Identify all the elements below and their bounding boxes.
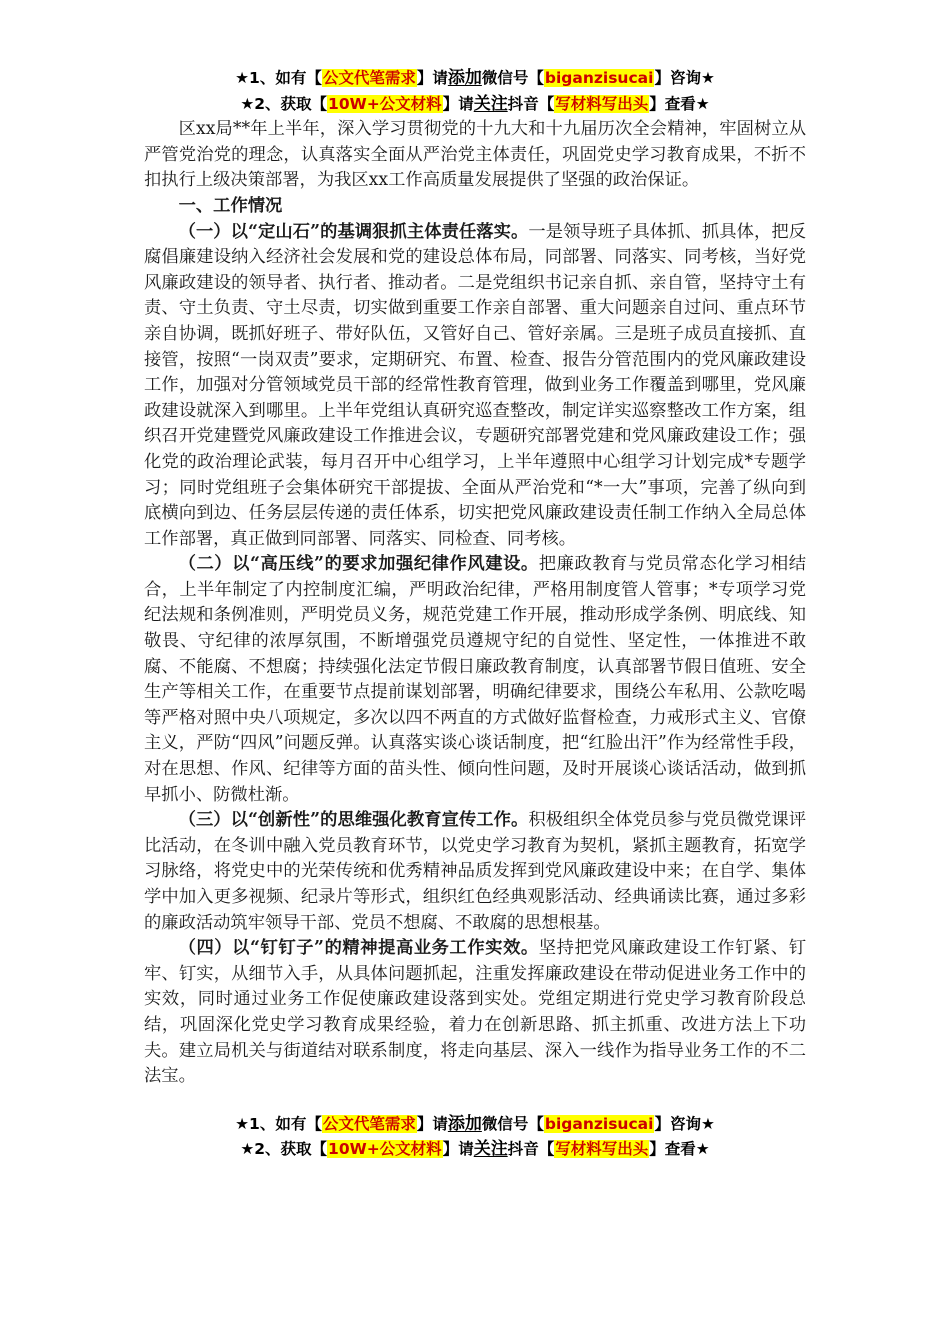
promo-banner-1 bbox=[144, 66, 806, 92]
banner-text: 抖音【 bbox=[507, 94, 555, 113]
banner-text: 】请 bbox=[416, 69, 448, 87]
banner-highlight-douyin: 写材料写出头 bbox=[555, 1140, 649, 1159]
banner-text: ★2、获取【 bbox=[240, 1140, 328, 1159]
banner-text: 微信号【 bbox=[481, 1114, 544, 1133]
banner-text: 】查看★ bbox=[649, 94, 710, 113]
paragraph-body: 一是领导班子具体抓、抓具体，把反腐倡廉建设纳入经济社会发展和党的建设总体布局，同部署、同落实、同考核，当好党风廉政建设的领导者、执行者、推动者。二是党组织书记亲自抓、亲自管，坚持守土有责、守土负责、守土尽责，切实做到重要工作亲自部署、重大问题亲自过问、重点环节亲自协调，既抓好班子、带好队伍，又管好自己、管好亲属。三是班子成员直接抓、直接管，按照“一岗双责”要求，定期研究、布置、检查、报告分管范围内的党风廉政建设工作，加强对分管领域党员干部的经常性教育管理，做到业务工作覆盖到哪里，党风廉政建设就深入到哪里。上半年党组认真研究巡查整改，制定详实巡察整改工作方案，组织召开党建暨党风廉政建设工作推进会议，专题研究部署党建和党风廉政建设工作；强化党的政治理论武装，每月召开中心组学习，上半年遵照中心组学习计划完成*专题学习；同时党组班子会集体研究干部提拔、全面从严治党和“*一大”事项，完善了纵向到底横向到边、任务层层传递的责任体系，切实把党风廉政建设责任制工作纳入全局总体工作部署，真正做到同部署、同落实、同检查、同考核。 bbox=[144, 221, 806, 549]
promo-banner-footer-2 bbox=[144, 1137, 806, 1163]
banner-emphasis: 添加 bbox=[447, 68, 482, 88]
banner-emphasis: 关注 bbox=[473, 1139, 508, 1160]
banner-emphasis: 添加 bbox=[447, 1113, 482, 1134]
banner-text: ★2、获取【 bbox=[240, 94, 328, 113]
banner-highlight: 10W+公文材料 bbox=[328, 94, 442, 113]
section-heading: 一、工作情况 bbox=[178, 195, 283, 216]
banner-text: 抖音【 bbox=[507, 1140, 555, 1159]
promo-banner-2 bbox=[144, 92, 806, 118]
banner-text: 】咨询★ bbox=[654, 1114, 715, 1133]
paragraph-lead: （三）以“创新性”的思维强化教育宣传工作。 bbox=[178, 810, 529, 831]
banner-text: 】咨询★ bbox=[654, 69, 715, 87]
banner-highlight: 公文代笔需求 bbox=[322, 1114, 416, 1133]
banner-highlight: 10W+公文材料 bbox=[328, 1140, 442, 1159]
paragraph-lead: （二）以“高压线”的要求加强纪律作风建设。 bbox=[178, 554, 539, 575]
banner-text: 】请 bbox=[442, 1140, 474, 1159]
banner-text: ★1、如有【 bbox=[235, 69, 322, 87]
banner-text: ★1、如有【 bbox=[235, 1114, 322, 1133]
spacer bbox=[144, 1090, 806, 1112]
banner-text: 微信号【 bbox=[481, 69, 544, 87]
paragraph-lead: （四）以“钉钉子”的精神提高业务工作实效。 bbox=[178, 938, 539, 959]
section-paragraph-2 bbox=[144, 552, 806, 808]
banner-highlight-douyin: 写材料写出头 bbox=[555, 94, 649, 113]
promo-banner-footer-1 bbox=[144, 1112, 806, 1138]
paragraph-lead: （一）以“定山石”的基调狠抓主体责任落实。 bbox=[178, 221, 529, 242]
intro-paragraph: 区xx局**年上半年，深入学习贯彻党的十九大和十九届历次全会精神，牢固树立从严管党治党的理念，认真落实全面从严治党主体责任，巩固党史学习教育成果，不折不扣执行上级决策部署，为我区xx工作高质量发展提供了坚强的政治保证。 bbox=[144, 119, 806, 191]
document-page bbox=[144, 66, 806, 1163]
paragraph-body: 把廉政教育与党员常态化学习相结合，上半年制定了内控制度汇编，严明政治纪律，严格用制度管人管事；*专项学习党纪法规和条例准则，严明党员义务，规范党建工作开展，推动形成学条例、明底线、知敬畏、守纪律的浓厚氛围，不断增强党员遵规守纪的自觉性、坚定性，一体推进不敢腐、不能腐、不想腐；持续强化法定节假日廉政教育制度，认真部署节假日值班、安全生产等相关工作，在重要节点提前谋划部署，明确纪律要求，围绕公车私用、公款吃喝等严格对照中央八项规定，多次以四不两直的方式做好监督检查，力戒形式主义、官僚主义，严防“四风”问题反弹。认真落实谈心谈话制度，把“红脸出汗”作为经常性手段，对在思想、作风、纪律等方面的苗头性、倾向性问题，及时开展谈心谈话活动，做到抓早抓小、防微杜渐。 bbox=[144, 554, 806, 805]
banner-text: 】请 bbox=[442, 94, 474, 113]
paragraph-body: 坚持把党风廉政建设工作钉紧、钉牢、钉实，从细节入手，从具体问题抓起，注重发挥廉政建设在带动促进业务工作中的实效，同时通过业务工作促使廉政建设落到实处。党组定期进行党史学习教育阶段总结，巩固深化党史学习教育成果经验，着力在创新思路、抓主抓重、改进方法上下功夫。建立局机关与街道结对联系制度，将走向基层、深入一线作为指导业务工作的不二法宝。 bbox=[144, 938, 806, 1087]
banner-highlight: 公文代笔需求 bbox=[322, 69, 416, 87]
banner-text: 】查看★ bbox=[649, 1140, 710, 1159]
section-paragraph-3 bbox=[144, 808, 806, 936]
banner-emphasis: 关注 bbox=[473, 93, 508, 114]
paragraph-body: 积极组织全体党员参与党员微党课评比活动，在冬训中融入党员教育环节，以党史学习教育为契机，紧抓主题教育，拓宽学习脉络，将党史中的光荣传统和优秀精神品质发挥到党风廉政建设中来；在自学、集体学中加入更多视频、纪录片等形式，组织红色经典观影活动、经典诵读比赛，通过多彩的廉政活动筑牢领导干部、党员不想腐、不敢腐的思想根基。 bbox=[144, 810, 806, 933]
banner-text: 】请 bbox=[416, 1114, 448, 1133]
banner-highlight-wechat: biganzisucai bbox=[544, 1114, 654, 1133]
section-paragraph-1 bbox=[144, 220, 806, 553]
section-paragraph-4 bbox=[144, 936, 806, 1090]
banner-highlight-wechat: biganzisucai bbox=[544, 69, 654, 87]
